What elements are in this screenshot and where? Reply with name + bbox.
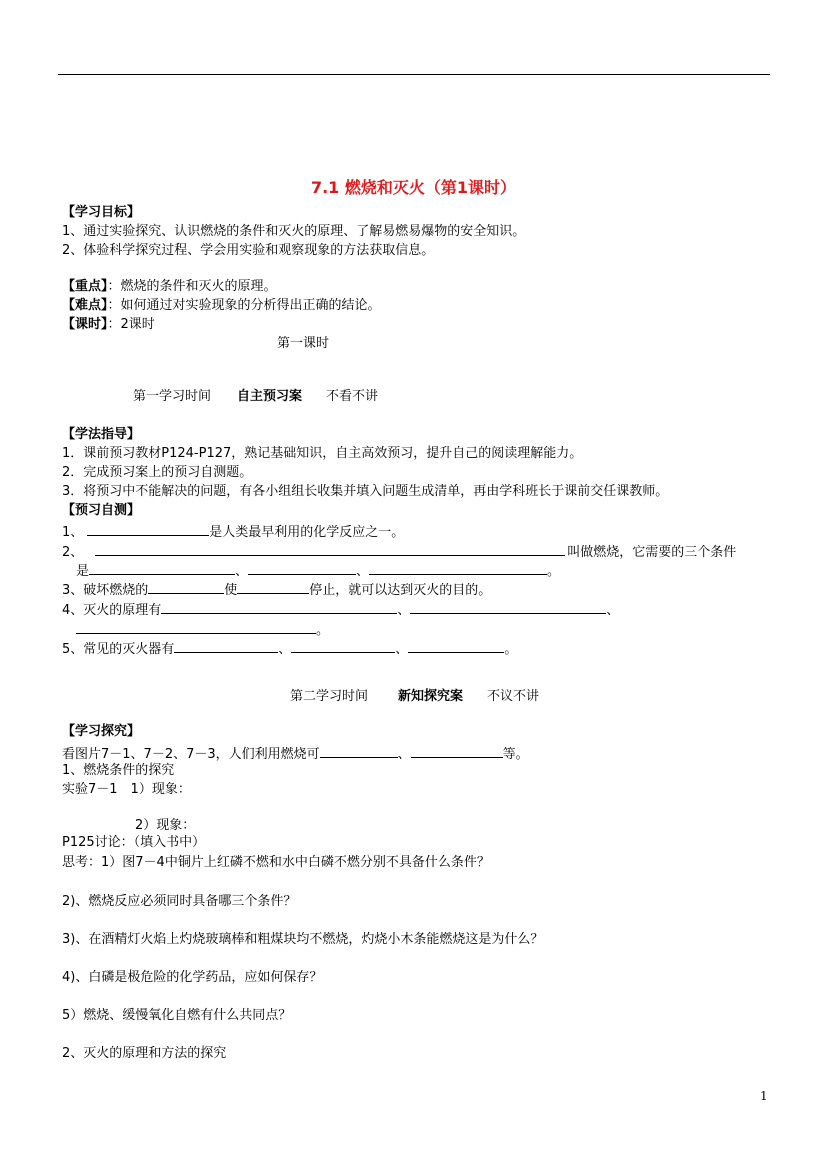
observation-2: 2）现象： xyxy=(135,818,196,833)
period: 。 xyxy=(504,642,518,657)
session1-suffix: 不看不讲 xyxy=(326,389,379,404)
q5-blank-1[interactable] xyxy=(174,639,278,653)
page-title: 7.1 燃烧和灭火（第1课时） xyxy=(310,178,517,197)
q2-line2-start: 是 xyxy=(76,564,90,579)
q3-start: 3、破坏燃烧的 xyxy=(62,583,149,598)
session2-suffix: 不议不讲 xyxy=(487,689,540,704)
difficulty-text: ：如何通过对实验现象的分析得出正确的结论。 xyxy=(107,298,381,313)
separator: 、 xyxy=(235,564,249,579)
selftest-q5 xyxy=(62,639,517,658)
difficulty-point xyxy=(62,298,381,314)
q2-blank-condition-2[interactable] xyxy=(248,561,356,575)
hours-label: 【课时】 xyxy=(62,317,108,332)
session1-name: 自主预习案 xyxy=(237,389,303,404)
lesson-label: 第一课时 xyxy=(277,336,330,351)
selftest-q1 xyxy=(62,522,404,541)
separator: 、 xyxy=(397,747,411,762)
think-question-2: 2)、燃烧反应必须同时具备哪三个条件？ xyxy=(62,894,297,909)
q5-blank-2[interactable] xyxy=(291,639,395,653)
goal-item-2: 2、体验科学探究过程、学会用实验和观察现象的方法获取信息。 xyxy=(62,243,435,258)
q1-number: 1、 xyxy=(62,525,84,540)
header-rule xyxy=(58,74,770,75)
pic-blank-2[interactable] xyxy=(411,744,503,758)
q5-blank-3[interactable] xyxy=(408,639,504,653)
separator: 、 xyxy=(356,564,370,579)
key-text: ：燃烧的条件和灭火的原理。 xyxy=(107,279,277,294)
q2-number: 2、 xyxy=(62,545,84,560)
think-question-1: 思考：1）图7－4中铜片上红磷不燃和水中白磷不燃分别不具备什么条件？ xyxy=(62,855,490,870)
session1-prefix: 第一学习时间 xyxy=(133,389,212,404)
guide-heading: 【学法指导】 xyxy=(62,427,141,442)
q4-blank-1[interactable] xyxy=(161,600,397,614)
section-2-heading: 2、灭火的原理和方法的探究 xyxy=(62,1046,227,1061)
session2-heading xyxy=(290,689,539,705)
q2-blank-condition-3[interactable] xyxy=(369,561,547,575)
q5-start: 5、常见的灭火器有 xyxy=(62,642,175,657)
experiment-7-1: 实验7－1 1）现象： xyxy=(62,782,191,797)
think-question-5: 5）燃烧、缓慢氧化自燃有什么共同点？ xyxy=(62,1008,292,1023)
pic-blank-1[interactable] xyxy=(320,744,398,758)
q2-text: 叫做燃烧，它需要的三个条件 xyxy=(567,545,737,560)
period: 。 xyxy=(316,623,330,638)
session2-name: 新知探究案 xyxy=(398,689,464,704)
guide-item-3: 3．将预习中不能解决的问题，有各小组组长收集并填入问题生成清单，再由学科班长于课前交任课教师。 xyxy=(62,484,669,499)
separator: 、 xyxy=(397,603,411,618)
page-number: 1 xyxy=(760,1089,768,1103)
explore-pictures xyxy=(62,744,529,763)
pic-start: 看图片7－1、7－2、7－3，人们利用燃烧可 xyxy=(62,747,320,762)
think-question-4: 4)、白磷是极危险的化学药品，应如何保存？ xyxy=(62,970,323,985)
q1-text: 是人类最早利用的化学反应之一。 xyxy=(209,525,405,540)
guide-item-2: 2．完成预习案上的预习自测题。 xyxy=(62,465,253,480)
separator: 、 xyxy=(606,603,620,618)
selftest-q4-line2 xyxy=(76,620,329,639)
key-point xyxy=(62,279,277,295)
pic-end: 等。 xyxy=(502,747,529,762)
q3-blank-1[interactable] xyxy=(148,580,224,594)
separator: 、 xyxy=(278,642,292,657)
period: 。 xyxy=(547,564,561,579)
session1-heading xyxy=(133,389,378,405)
q3-mid: 使 xyxy=(224,583,238,598)
think-question-3: 3)、在酒精灯火焰上灼烧玻璃棒和粗煤块均不燃烧，灼烧小木条能燃烧这是为什么？ xyxy=(62,932,544,947)
q4-start: 4、灭火的原理有 xyxy=(62,603,162,618)
selftest-heading: 【预习自测】 xyxy=(62,503,141,518)
separator: 、 xyxy=(395,642,409,657)
section-1-heading: 1、燃烧条件的探究 xyxy=(62,763,175,778)
q3-end: 停止，就可以达到灭火的目的。 xyxy=(309,583,492,598)
q2-blank-definition[interactable] xyxy=(95,542,565,556)
guide-item-1: 1．课前预习教材P124-P127，熟记基础知识，自主高效预习，提升自己的阅读理解能力。 xyxy=(62,446,583,461)
explore-heading: 【学习探究】 xyxy=(62,724,141,739)
goal-item-1: 1、通过实验探究、认识燃烧的条件和灭火的原理、了解易燃易爆物的安全知识。 xyxy=(62,224,526,239)
selftest-q4 xyxy=(62,600,619,619)
hours-point xyxy=(62,317,155,333)
q4-blank-2[interactable] xyxy=(410,600,606,614)
hours-text: ：2课时 xyxy=(107,317,155,332)
key-label: 【重点】 xyxy=(62,279,108,294)
selftest-q2 xyxy=(62,542,736,561)
selftest-q2-conditions xyxy=(76,561,560,580)
selftest-q3 xyxy=(62,580,491,599)
q3-blank-2[interactable] xyxy=(237,580,309,594)
discussion-p125: P125讨论：（填入书中） xyxy=(62,835,206,850)
difficulty-label: 【难点】 xyxy=(62,298,108,313)
q1-blank[interactable] xyxy=(87,522,209,536)
goals-heading: 【学习目标】 xyxy=(62,205,141,220)
session2-prefix: 第二学习时间 xyxy=(290,689,369,704)
q4-blank-3[interactable] xyxy=(76,620,316,634)
q2-blank-condition-1[interactable] xyxy=(89,561,235,575)
